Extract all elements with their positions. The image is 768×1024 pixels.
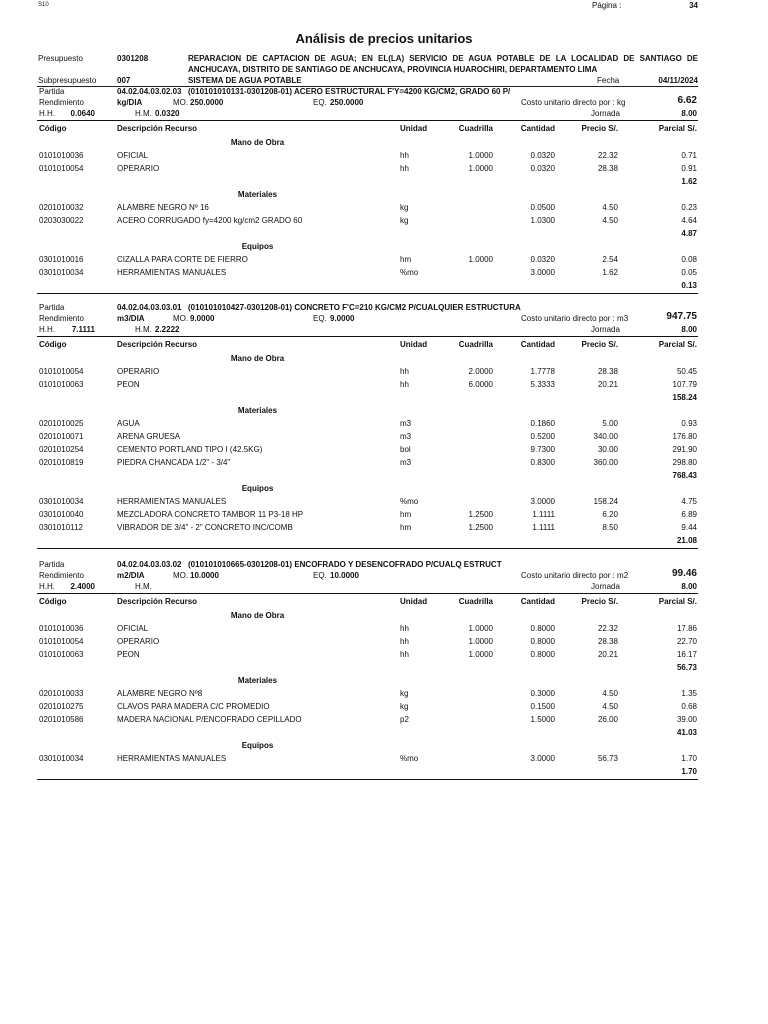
resource-price: 4.50 bbox=[602, 216, 618, 225]
category-equipos: Equipos bbox=[241, 484, 274, 493]
resource-partial: 1.70 bbox=[681, 754, 697, 763]
resource-partial: 50.45 bbox=[676, 367, 697, 376]
category-mano-de-obra: Mano de Obra bbox=[230, 611, 285, 620]
resource-description: HERRAMIENTAS MANUALES bbox=[117, 268, 227, 277]
category-mano-de-obra: Mano de Obra bbox=[230, 138, 285, 147]
rendimiento-label: Rendimiento bbox=[39, 98, 84, 107]
resource-description: CLAVOS PARA MADERA C/C PROMEDIO bbox=[117, 702, 270, 711]
resource-code: 0101010036 bbox=[39, 624, 84, 633]
col-header-unidad: Unidad bbox=[400, 597, 428, 606]
resource-description: HERRAMIENTAS MANUALES bbox=[117, 754, 227, 763]
equipos-total: 0.13 bbox=[681, 281, 697, 290]
resource-quantity: 0.1500 bbox=[530, 702, 555, 711]
resource-price: 4.50 bbox=[602, 203, 618, 212]
resource-unit: hh bbox=[400, 650, 409, 659]
resource-partial: 17.86 bbox=[676, 624, 697, 633]
col-header-cantidad: Cantidad bbox=[520, 597, 555, 606]
resource-unit: m3 bbox=[400, 419, 412, 428]
partida-end-divider bbox=[37, 293, 698, 294]
subpresupuesto-description: SISTEMA DE AGUA POTABLE bbox=[188, 76, 302, 85]
category-materiales: Materiales bbox=[237, 676, 278, 685]
col-header-parcial: Parcial S/. bbox=[658, 340, 697, 349]
resource-code: 0301010016 bbox=[39, 255, 84, 264]
resource-price: 20.21 bbox=[597, 650, 618, 659]
hh-value: 2.4000 bbox=[70, 582, 95, 591]
resource-description: VIBRADOR DE 3/4" - 2" CONCRETO INC/COMB bbox=[117, 523, 293, 532]
subpresupuesto-code: 007 bbox=[117, 76, 131, 85]
partida-end-divider bbox=[37, 779, 698, 780]
resource-unit: m3 bbox=[400, 458, 412, 467]
resource-unit: hh bbox=[400, 637, 409, 646]
resource-quantity: 3.0000 bbox=[530, 497, 555, 506]
resource-unit: hm bbox=[400, 255, 412, 264]
resource-description: OPERARIO bbox=[117, 637, 160, 646]
jornada-label: Jornada bbox=[591, 325, 620, 334]
resource-quantity: 0.8000 bbox=[530, 624, 555, 633]
hh-label: H.H. bbox=[39, 325, 55, 334]
resource-cuadrilla: 1.2500 bbox=[468, 523, 493, 532]
page-title: Análisis de precios unitarios bbox=[295, 31, 473, 46]
rendimiento-label: Rendimiento bbox=[39, 314, 84, 323]
mo-value: 10.0000 bbox=[190, 571, 219, 580]
partida-header-divider bbox=[37, 120, 698, 121]
resource-price: 22.32 bbox=[597, 151, 618, 160]
resource-description: ALAMBRE NEGRO Nº 16 bbox=[117, 203, 209, 212]
resource-partial: 0.05 bbox=[681, 268, 697, 277]
hm-label: H.M. bbox=[135, 325, 152, 334]
resource-quantity: 0.0320 bbox=[530, 255, 555, 264]
resource-code: 0301010112 bbox=[39, 523, 83, 532]
col-header-parcial: Parcial S/. bbox=[658, 124, 697, 133]
resource-description: PIEDRA CHANCADA 1/2" - 3/4" bbox=[117, 458, 231, 467]
hm-label: H.M. bbox=[135, 582, 152, 591]
resource-code: 0201010275 bbox=[39, 702, 84, 711]
resource-quantity: 3.0000 bbox=[530, 754, 555, 763]
col-header-cantidad: Cantidad bbox=[520, 124, 555, 133]
resource-description: PEON bbox=[117, 380, 140, 389]
resource-partial: 298.80 bbox=[672, 458, 697, 467]
resource-code: 0101010063 bbox=[39, 380, 84, 389]
resource-quantity: 1.5000 bbox=[530, 715, 555, 724]
resource-cuadrilla: 1.0000 bbox=[468, 650, 493, 659]
resource-code: 0201010819 bbox=[39, 458, 84, 467]
resource-code: 0101010054 bbox=[39, 164, 84, 173]
resource-description: CIZALLA PARA CORTE DE FIERRO bbox=[117, 255, 248, 264]
eq-value: 10.0000 bbox=[330, 571, 359, 580]
equipos-total: 1.70 bbox=[681, 767, 697, 776]
resource-partial: 9.44 bbox=[681, 523, 697, 532]
col-header-cuadrilla: Cuadrilla bbox=[458, 340, 493, 349]
page-label: Página : bbox=[592, 1, 622, 10]
resource-code: 0301010034 bbox=[39, 497, 84, 506]
jornada-value: 8.00 bbox=[681, 109, 697, 118]
mo-value: 250.0000 bbox=[190, 98, 224, 107]
col-header-unidad: Unidad bbox=[400, 340, 428, 349]
col-header-codigo: Código bbox=[39, 597, 67, 606]
unit-cost-label: Costo unitario directo por : kg bbox=[521, 98, 626, 107]
resource-partial: 0.23 bbox=[681, 203, 697, 212]
equipos-total: 21.08 bbox=[676, 536, 697, 545]
category-equipos: Equipos bbox=[241, 242, 274, 251]
presupuesto-label: Presupuesto bbox=[38, 54, 83, 63]
resource-price: 4.50 bbox=[602, 702, 618, 711]
resource-quantity: 0.0320 bbox=[530, 164, 555, 173]
resource-unit: hh bbox=[400, 164, 409, 173]
resource-cuadrilla: 2.0000 bbox=[468, 367, 493, 376]
resource-unit: %mo bbox=[400, 268, 419, 277]
col-header-codigo: Código bbox=[39, 340, 67, 349]
partida-header-divider bbox=[37, 336, 698, 337]
resource-code: 0301010034 bbox=[39, 754, 84, 763]
hm-value: 2.2222 bbox=[155, 325, 180, 334]
resource-code: 0201010033 bbox=[39, 689, 84, 698]
resource-code: 0201010032 bbox=[39, 203, 84, 212]
eq-value: 250.0000 bbox=[330, 98, 364, 107]
resource-price: 158.24 bbox=[593, 497, 618, 506]
presupuesto-description-line1: REPARACION DE CAPTACION DE AGUA; EN EL(LA) SERVICIO DE AGUA POTABLE DE LA LOCALIDAD DE SANTIAGO DE bbox=[188, 54, 698, 63]
resource-description: OFICIAL bbox=[117, 151, 149, 160]
col-header-descripcion: Descripción Recurso bbox=[117, 124, 198, 133]
mano-de-obra-total: 1.62 bbox=[681, 177, 697, 186]
presupuesto-description-line2: ANCHUCAYA, DISTRITO DE SANTIAGO DE ANCHUCAYA, PROVINCIA HUAROCHIRI, DEPARTAMENTO LIMA bbox=[188, 65, 598, 74]
eq-label: EQ. bbox=[313, 571, 327, 580]
resource-code: 0101010054 bbox=[39, 367, 84, 376]
partida-label: Partida bbox=[39, 303, 65, 312]
resource-price: 2.54 bbox=[602, 255, 618, 264]
resource-code: 0101010036 bbox=[39, 151, 84, 160]
resource-unit: p2 bbox=[400, 715, 409, 724]
jornada-value: 8.00 bbox=[681, 582, 697, 591]
resource-code: 0201010254 bbox=[39, 445, 84, 454]
partida-label: Partida bbox=[39, 560, 65, 569]
mo-label: MO. bbox=[173, 314, 189, 323]
resource-cuadrilla: 1.0000 bbox=[468, 637, 493, 646]
resource-quantity: 1.1111 bbox=[532, 510, 555, 519]
resource-unit: hh bbox=[400, 151, 409, 160]
resource-description: MEZCLADORA CONCRETO TAMBOR 11 P3-18 HP bbox=[117, 510, 304, 519]
resource-price: 28.38 bbox=[597, 164, 618, 173]
col-header-cuadrilla: Cuadrilla bbox=[458, 597, 493, 606]
partida-description: (010101010427-0301208-01) CONCRETO F'C=210 KG/CM2 P/CUALQUIER ESTRUCTURA bbox=[188, 303, 521, 312]
resource-code: 0101010063 bbox=[39, 650, 84, 659]
partida-header-divider bbox=[37, 593, 698, 594]
unit-cost-value: 947.75 bbox=[666, 311, 697, 322]
eq-label: EQ. bbox=[313, 314, 327, 323]
rendimiento-unit: m2/DIA bbox=[117, 571, 145, 580]
mo-value: 9.0000 bbox=[190, 314, 215, 323]
resource-quantity: 5.3333 bbox=[530, 380, 555, 389]
mano-de-obra-total: 158.24 bbox=[672, 393, 697, 402]
hm-value: 0.0320 bbox=[155, 109, 180, 118]
resource-cuadrilla: 1.0000 bbox=[468, 151, 493, 160]
resource-partial: 16.17 bbox=[676, 650, 697, 659]
unit-cost-label: Costo unitario directo por : m2 bbox=[521, 571, 629, 580]
rendimiento-unit: kg/DIA bbox=[117, 98, 143, 107]
category-equipos: Equipos bbox=[241, 741, 274, 750]
col-header-precio: Precio S/. bbox=[581, 124, 618, 133]
resource-cuadrilla: 1.0000 bbox=[468, 624, 493, 633]
resource-price: 26.00 bbox=[597, 715, 618, 724]
resource-cuadrilla: 1.0000 bbox=[468, 164, 493, 173]
resource-unit: m3 bbox=[400, 432, 412, 441]
materiales-total: 41.03 bbox=[676, 728, 697, 737]
resource-quantity: 0.1860 bbox=[530, 419, 555, 428]
resource-unit: hm bbox=[400, 510, 412, 519]
resource-description: OPERARIO bbox=[117, 164, 160, 173]
resource-description: PEON bbox=[117, 650, 140, 659]
col-header-unidad: Unidad bbox=[400, 124, 428, 133]
fecha-value: 04/11/2024 bbox=[658, 76, 698, 85]
resource-price: 20.21 bbox=[597, 380, 618, 389]
rendimiento-unit: m3/DIA bbox=[117, 314, 145, 323]
eq-value: 9.0000 bbox=[330, 314, 355, 323]
category-mano-de-obra: Mano de Obra bbox=[230, 354, 285, 363]
resource-unit: kg bbox=[400, 689, 409, 698]
hh-label: H.H. bbox=[39, 582, 55, 591]
col-header-descripcion: Descripción Recurso bbox=[117, 340, 198, 349]
mano-de-obra-total: 56.73 bbox=[676, 663, 697, 672]
resource-description: OFICIAL bbox=[117, 624, 149, 633]
resource-code: 0201010071 bbox=[39, 432, 84, 441]
col-header-cuadrilla: Cuadrilla bbox=[458, 124, 493, 133]
resource-cuadrilla: 1.2500 bbox=[468, 510, 493, 519]
resource-partial: 0.91 bbox=[681, 164, 697, 173]
resource-description: MADERA NACIONAL P/ENCOFRADO CEPILLADO bbox=[117, 715, 302, 724]
resource-partial: 0.93 bbox=[681, 419, 697, 428]
partida-description: (010101010131-0301208-01) ACERO ESTRUCTURAL F'Y=4200 KG/CM2, GRADO 60 P/ bbox=[188, 87, 511, 96]
col-header-descripcion: Descripción Recurso bbox=[117, 597, 198, 606]
col-header-parcial: Parcial S/. bbox=[658, 597, 697, 606]
materiales-total: 4.87 bbox=[681, 229, 697, 238]
resource-unit: hh bbox=[400, 367, 409, 376]
partida-header-top-divider bbox=[37, 86, 698, 87]
resource-quantity: 0.0500 bbox=[530, 203, 555, 212]
resource-code: 0203030022 bbox=[39, 216, 84, 225]
partida-description: (010101010665-0301208-01) ENCOFRADO Y DESENCOFRADO P/CUALQ ESTRUCT bbox=[188, 560, 502, 569]
resource-quantity: 9.7300 bbox=[530, 445, 555, 454]
resource-quantity: 0.5200 bbox=[530, 432, 555, 441]
resource-description: ARENA GRUESA bbox=[117, 432, 181, 441]
hm-label: H.M. bbox=[135, 109, 152, 118]
resource-unit: hh bbox=[400, 380, 409, 389]
unit-cost-label: Costo unitario directo por : m3 bbox=[521, 314, 629, 323]
jornada-label: Jornada bbox=[591, 582, 620, 591]
resource-quantity: 0.8000 bbox=[530, 650, 555, 659]
resource-price: 56.73 bbox=[597, 754, 618, 763]
resource-quantity: 1.0300 bbox=[530, 216, 555, 225]
resource-code: 0101010054 bbox=[39, 637, 84, 646]
resource-price: 1.62 bbox=[602, 268, 618, 277]
subpresupuesto-label: Subpresupuesto bbox=[38, 76, 97, 85]
jornada-label: Jornada bbox=[591, 109, 620, 118]
eq-label: EQ. bbox=[313, 98, 327, 107]
fecha-label: Fecha bbox=[597, 76, 620, 85]
resource-description: ALAMBRE NEGRO Nº8 bbox=[117, 689, 203, 698]
resource-description: AGUA bbox=[117, 419, 140, 428]
category-materiales: Materiales bbox=[237, 190, 278, 199]
resource-price: 6.20 bbox=[602, 510, 618, 519]
resource-quantity: 1.1111 bbox=[532, 523, 555, 532]
resource-price: 22.32 bbox=[597, 624, 618, 633]
resource-partial: 4.75 bbox=[681, 497, 697, 506]
resource-unit: bol bbox=[400, 445, 411, 454]
resource-price: 4.50 bbox=[602, 689, 618, 698]
resource-partial: 0.68 bbox=[681, 702, 697, 711]
resource-code: 0301010040 bbox=[39, 510, 84, 519]
page-code: S10 bbox=[38, 2, 49, 8]
resource-unit: kg bbox=[400, 203, 409, 212]
resource-price: 28.38 bbox=[597, 637, 618, 646]
resource-quantity: 3.0000 bbox=[530, 268, 555, 277]
resource-code: 0201010586 bbox=[39, 715, 84, 724]
resource-price: 30.00 bbox=[597, 445, 618, 454]
resource-unit: %mo bbox=[400, 497, 419, 506]
mo-label: MO. bbox=[173, 571, 189, 580]
materiales-total: 768.43 bbox=[672, 471, 697, 480]
resource-quantity: 0.3000 bbox=[530, 689, 555, 698]
resource-partial: 39.00 bbox=[676, 715, 697, 724]
resource-cuadrilla: 1.0000 bbox=[468, 255, 493, 264]
resource-price: 8.50 bbox=[602, 523, 618, 532]
resource-description: ACERO CORRUGADO fy=4200 kg/cm2 GRADO 60 bbox=[117, 216, 303, 225]
resource-code: 0301010034 bbox=[39, 268, 84, 277]
resource-description: HERRAMIENTAS MANUALES bbox=[117, 497, 227, 506]
resource-price: 5.00 bbox=[602, 419, 618, 428]
resource-unit: %mo bbox=[400, 754, 419, 763]
col-header-precio: Precio S/. bbox=[581, 597, 618, 606]
resource-description: CEMENTO PORTLAND TIPO I (42.5KG) bbox=[117, 445, 263, 454]
partida-code: 04.02.04.03.02.03 bbox=[117, 87, 182, 96]
resource-cuadrilla: 6.0000 bbox=[468, 380, 493, 389]
resource-quantity: 1.7778 bbox=[530, 367, 555, 376]
hh-value: 7.1111 bbox=[71, 325, 95, 334]
jornada-value: 8.00 bbox=[681, 325, 697, 334]
resource-price: 340.00 bbox=[593, 432, 618, 441]
resource-unit: hm bbox=[400, 523, 412, 532]
col-header-cantidad: Cantidad bbox=[520, 340, 555, 349]
hh-label: H.H. bbox=[39, 109, 55, 118]
hh-value: 0.0640 bbox=[70, 109, 95, 118]
resource-code: 0201010025 bbox=[39, 419, 84, 428]
resource-price: 28.38 bbox=[597, 367, 618, 376]
mo-label: MO. bbox=[173, 98, 189, 107]
resource-partial: 107.79 bbox=[672, 380, 697, 389]
category-materiales: Materiales bbox=[237, 406, 278, 415]
resource-partial: 0.08 bbox=[681, 255, 697, 264]
rendimiento-label: Rendimiento bbox=[39, 571, 84, 580]
resource-partial: 0.71 bbox=[681, 151, 697, 160]
partida-code: 04.02.04.03.03.01 bbox=[117, 303, 182, 312]
col-header-codigo: Código bbox=[39, 124, 67, 133]
resource-unit: kg bbox=[400, 702, 409, 711]
col-header-precio: Precio S/. bbox=[581, 340, 618, 349]
presupuesto-code: 0301208 bbox=[117, 54, 149, 63]
resource-price: 360.00 bbox=[593, 458, 618, 467]
resource-partial: 22.70 bbox=[676, 637, 697, 646]
resource-partial: 1.35 bbox=[681, 689, 697, 698]
resource-partial: 291.90 bbox=[672, 445, 697, 454]
partida-label: Partida bbox=[39, 87, 65, 96]
resource-quantity: 0.8300 bbox=[530, 458, 555, 467]
partida-end-divider bbox=[37, 548, 698, 549]
unit-cost-value: 6.62 bbox=[677, 95, 697, 106]
resource-partial: 6.89 bbox=[681, 510, 697, 519]
partida-code: 04.02.04.03.03.02 bbox=[117, 560, 182, 569]
resource-partial: 176.80 bbox=[672, 432, 697, 441]
resource-quantity: 0.0320 bbox=[530, 151, 555, 160]
page-number: 34 bbox=[689, 1, 698, 10]
resource-partial: 4.64 bbox=[681, 216, 697, 225]
resource-description: OPERARIO bbox=[117, 367, 160, 376]
resource-unit: kg bbox=[400, 216, 409, 225]
unit-cost-value: 99.46 bbox=[671, 568, 697, 579]
resource-unit: hh bbox=[400, 624, 409, 633]
resource-quantity: 0.8000 bbox=[530, 637, 555, 646]
